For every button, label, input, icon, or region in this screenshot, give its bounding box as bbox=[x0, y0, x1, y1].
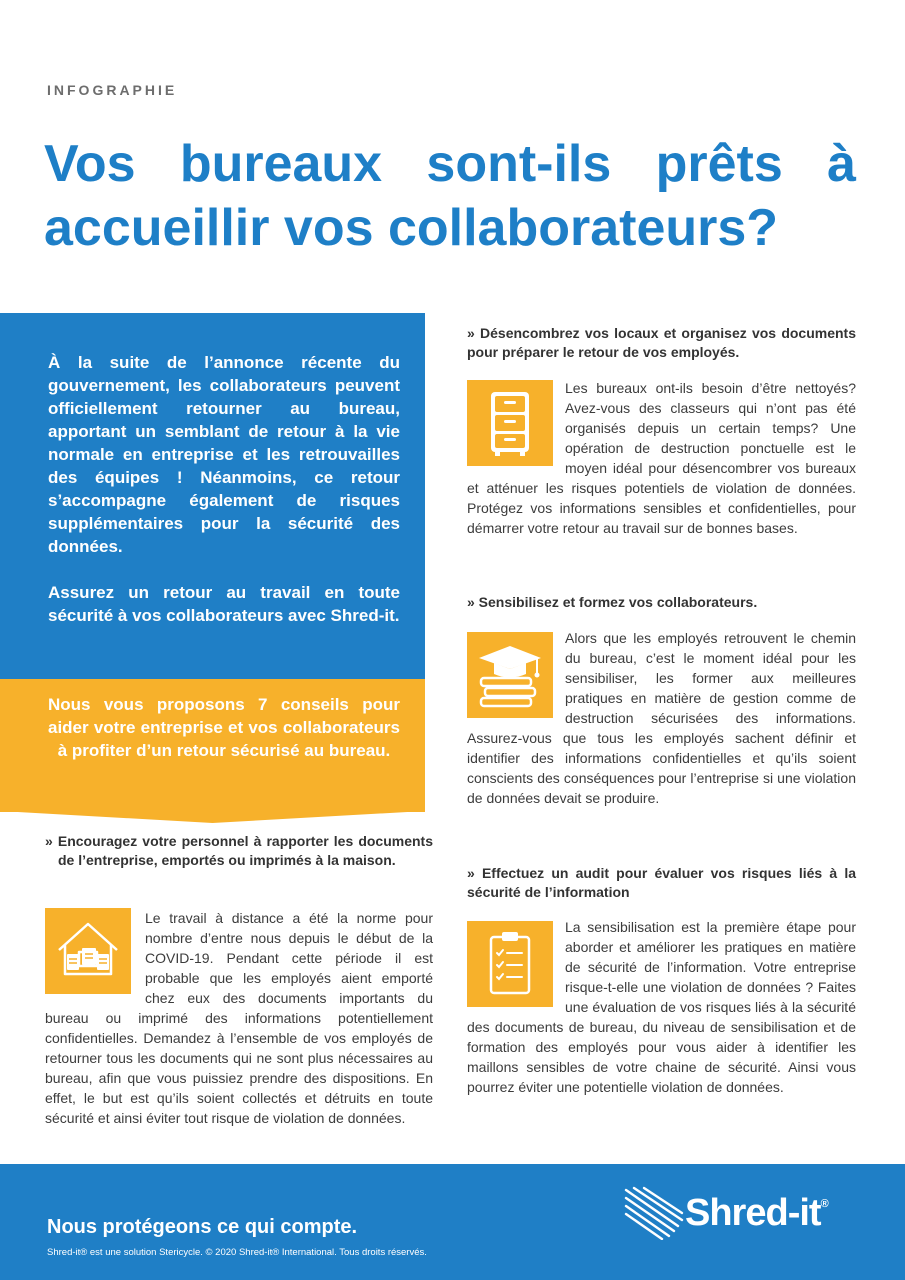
clipboard-checklist-icon bbox=[467, 921, 553, 1007]
page-title: Vos bureaux sont-ils prêts à accueillir vos collaborateurs? bbox=[44, 135, 856, 257]
tip-1 bbox=[45, 908, 433, 1128]
tip-2-body: Les bureaux ont-ils besoin d’être nettoyés? Avez-vous des classeurs qui n’ont pas été organisés depuis un certain temps? Une opération de destruction ponctuelle est le moyen idéal pour désencombrer vos bureaux et atténuer les risques potentiels de violation de données. Protégez vos informations sensibles et confidentielles, pour démarrer votre retour au travail sur de bonnes bases. bbox=[467, 380, 856, 536]
callout-pointer bbox=[0, 811, 425, 823]
intro-panel bbox=[0, 313, 425, 679]
footer-legal: Shred-it® est une solution Stericycle. © 2020 Shred-it® International. Tous droits réservés. bbox=[47, 1247, 427, 1258]
tip-3-heading: » Sensibilisez et formez vos collaborateurs. bbox=[467, 594, 758, 610]
footer bbox=[0, 1164, 905, 1280]
intro-paragraph: À la suite de l’annonce récente du gouvernement, les collaborateurs peuvent officiellement retourner au bureau, apportant un semblant de retour à la vie normale en entreprise et les retrouvailles des équipes ! Néanmoins, ce retour s’accompagne également de risques supplémentaires pour la sécurité des données. bbox=[48, 353, 400, 556]
tip-1-body: Le travail à distance a été la norme pour nombre d’entre nous depuis le début de la COVID-19. Pendant cette période il est probable que les employés aient emporté chez eux des documents importants du bureau ou imprimé des informations potentiellement confidentielles. Demandez à l’ensemble de vos employés de retourner tous les documents qui ne sont plus nécessaires au bureau, afin que vous puissiez prendre des dispositions. En effet, le but est qu’ils soient collectés et détruits en toute sécurité et ainsi éviter tout risque de violation de données. bbox=[45, 910, 433, 1126]
tip-4-heading: » Effectuez un audit pour évaluer vos risques liés à la sécurité de l’information bbox=[467, 865, 856, 900]
tips-callout-text: Nous vous proposons 7 conseils pour aider votre entreprise et vos collaborateurs à profiter d’un retour sécurisé au bureau. bbox=[48, 695, 400, 760]
tip-4 bbox=[467, 917, 856, 1097]
shred-it-logo-icon bbox=[622, 1184, 684, 1240]
tip-1-heading: » Encouragez votre personnel à rapporter les documents de l’entreprise, emportés ou imprimés à la maison. bbox=[45, 833, 433, 868]
intro-cta: Assurez un retour au travail en toute sécurité à vos collaborateurs avec Shred-it. bbox=[48, 583, 400, 625]
tips-callout bbox=[0, 679, 425, 812]
shred-it-logo: Shred-it® bbox=[685, 1192, 828, 1234]
tip-3-body: Alors que les employés retrouvent le chemin du bureau, c’est le moment idéal pour les sensibiliser, les former aux meilleures pratiques en matière de gestion comme de destruction sécurisées des informations. Assurez-vous que tous les employés sachent définir et identifier des informations confidentielles et qu’ils soient conscients des conséquences pour l’entreprise si une violation de données devait se produire. bbox=[467, 630, 856, 806]
footer-tagline: Nous protégeons ce qui compte. bbox=[47, 1216, 358, 1238]
house-documents-icon bbox=[45, 908, 131, 994]
graduation-books-icon bbox=[467, 632, 553, 718]
filing-cabinet-icon bbox=[467, 380, 553, 466]
tip-2-heading: » Désencombrez vos locaux et organisez vos documents pour préparer le retour de vos employés. bbox=[467, 325, 856, 360]
tip-4-body: La sensibilisation est la première étape pour aborder et améliorer les pratiques en matière de sécurité de l’information. Votre entreprise risque-t-elle une violation de données ? Faites une évaluation de vos risques liés à la sécurité des documents de bureau, du niveau de sensibilisation et de formation des employés pour vous aider à identifier les maillons sensibles de votre chaine de sécurité. Ainsi vous pourrez éviter une potentielle violation de données. bbox=[467, 919, 856, 1095]
eyebrow-label: INFOGRAPHIE bbox=[47, 82, 178, 98]
tip-3 bbox=[467, 628, 856, 808]
tip-2 bbox=[467, 378, 856, 538]
